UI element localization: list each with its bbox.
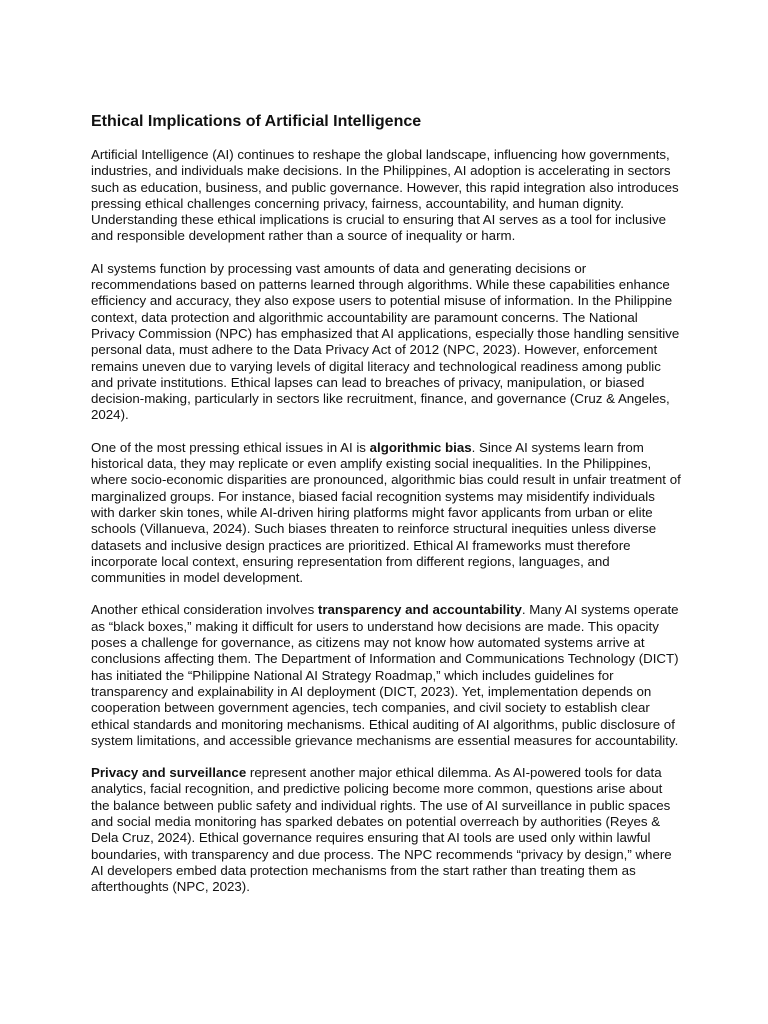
paragraph-algorithmic-bias — [91, 440, 681, 587]
paragraph-lead: One of the most pressing ethical issues in AI is — [91, 439, 370, 455]
paragraph-text: . Since AI systems learn from historical data, they may replicate or even amplify existing social inequalities. In the Philippines, where socio-economic disparities are pronounced, algorithmic bias could result in unfair treatment of marginalized groups. For instance, biased facial recognition systems may misidentify individuals with darker skin tones, while AI-driven hiring platforms might favor applicants from urban or elite schools (Villanueva, 2024). Such biases threaten to reinforce structural inequities unless diverse datasets and inclusive design practices are prioritized. Ethical AI frameworks must therefore incorporate local context, ensuring representation from different regions, languages, and communities in model development. — [91, 439, 681, 586]
document-page — [91, 112, 681, 911]
paragraph-text: AI systems function by processing vast amounts of data and generating decisions or recommendations based on patterns learned through algorithms. While these capabilities enhance efficiency and accuracy, they also expose users to potential misuse of information. In the Philippine context, data protection and algorithmic accountability are paramount concerns. The National Privacy Commission (NPC) has emphasized that AI applications, especially those handling sensitive personal data, must adhere to the Data Privacy Act of 2012 (NPC, 2023). However, enforcement remains uneven due to varying levels of digital literacy and technological readiness among public and private institutions. Ethical lapses can lead to breaches of privacy, manipulation, or biased decision-making, particularly in sectors like recruitment, finance, and governance (Cruz & Angeles, 2024). — [91, 260, 680, 423]
paragraph-privacy — [91, 765, 681, 895]
paragraph-transparency — [91, 602, 681, 749]
paragraph-bold-term: algorithmic bias — [369, 439, 472, 455]
document-title: Ethical Implications of Artificial Intelligence — [91, 113, 422, 130]
paragraph-text: Artificial Intelligence (AI) continues to reshape the global landscape, influencing how governments, industries, and individuals make decisions. In the Philippines, AI adoption is accelerating in sectors such as education, business, and public governance. However, this rapid integration also introduces pressing ethical challenges concerning privacy, fairness, accountability, and human dignity. Understanding these ethical implications is crucial to ensuring that AI serves as a tool for inclusive and responsible development rather than a source of inequality or harm. — [91, 147, 679, 244]
paragraph-bold-term: transparency and accountability — [317, 602, 522, 618]
paragraph-lead: Another ethical consideration involves — [91, 602, 318, 618]
paragraph-text: represent another major ethical dilemma. As AI-powered tools for data analytics, facial recognition, and predictive policing become more common, questions arise about the balance between public safety and individual rights. The use of AI surveillance in public spaces and social media monitoring has sparked debates on potential overreach by authorities (Reyes & Dela Cruz, 2024). Ethical governance requires ensuring that AI tools are used only within lawful boundaries, with transparency and due process. The NPC recommends “privacy by design,” where AI developers embed data protection mechanisms from the start rather than treating them as afterthoughts (NPC, 2023). — [91, 765, 672, 895]
paragraph-bold-term: Privacy and surveillance — [91, 765, 247, 781]
paragraph-text: . Many AI systems operate as “black boxes,” making it difficult for users to understand how decisions are made. This opacity poses a challenge for governance, as citizens may not know how automated systems arrive at conclusions affecting them. The Department of Information and Communications Technology (DICT) has initiated the “Philippine National AI Strategy Roadmap,” which includes guidelines for transparency and explainability in AI deployment (DICT, 2023). Yet, implementation depends on cooperation between government agencies, tech companies, and civil society to establish clear ethical standards and monitoring mechanisms. Ethical auditing of AI algorithms, public disclosure of system limitations, and accessible grievance mechanisms are essential measures for accountability. — [91, 602, 679, 748]
paragraph-data-processing — [91, 261, 681, 424]
paragraph-introduction — [91, 147, 681, 245]
